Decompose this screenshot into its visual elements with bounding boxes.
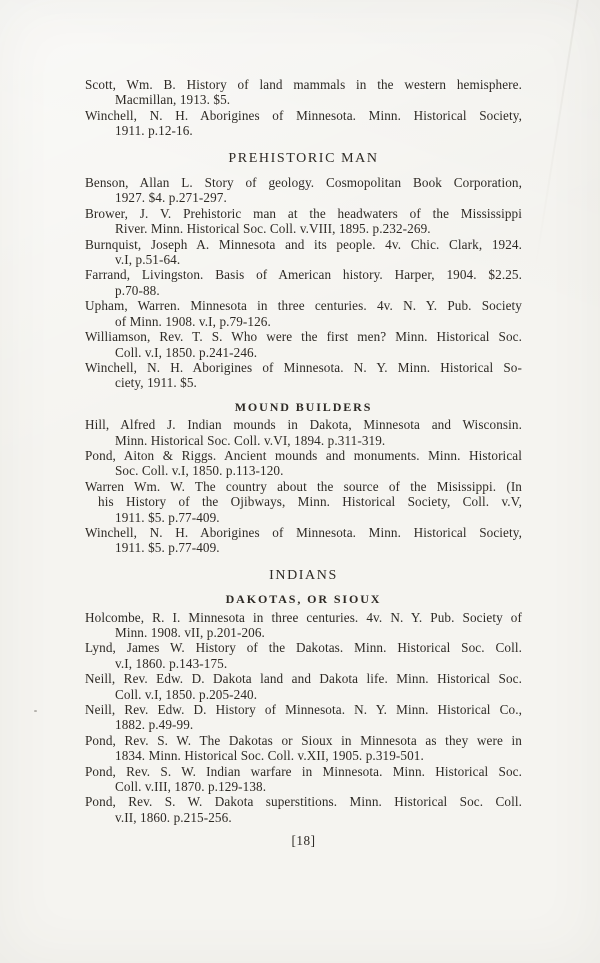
- section-header-dakotas-or-sioux: DAKOTAS, OR SIOUX: [225, 592, 382, 607]
- paper-crease: [533, 0, 582, 276]
- entry-line: 1911. $5. p.77-409.: [115, 509, 220, 525]
- entry-line: Minn. Historical Soc. Coll. v.VI, 1894. p.311-319.: [115, 432, 386, 448]
- entry-line: Soc. Coll. v.I, 1850. p.113-120.: [115, 463, 284, 479]
- scan-speck: [34, 710, 37, 712]
- bibliography-entry: [85, 610, 522, 641]
- entry-line: Winchell, N. H. Aborigines of Minnesota. N. Y. Minn. Historical So-: [85, 359, 522, 375]
- entry-line: Farrand, Livingston. Basis of American history. Harper, 1904. $2.25.: [85, 267, 522, 283]
- bibliography-entry: [85, 206, 522, 237]
- entry-line: River. Minn. Historical Soc. Coll. v.VIII, 1895. p.232-269.: [115, 221, 431, 237]
- entry-line: Scott, Wm. B. History of land mammals in the western hemisphere.: [85, 77, 522, 92]
- bibliography-entry: [85, 671, 522, 702]
- bibliography-entry: [85, 329, 522, 360]
- entry-line: Coll. v.I, 1850. p.241-246.: [115, 344, 258, 360]
- bibliography-entry: [85, 360, 522, 391]
- bibliography-entry: [85, 479, 522, 525]
- section-header-mound-builders: MOUND BUILDERS: [234, 399, 373, 414]
- entry-line: v.II, 1860. p.215-256.: [115, 809, 232, 825]
- bibliography-entry: [85, 764, 522, 795]
- entry-line: 1927. $4. p.271-297.: [115, 190, 227, 206]
- bibliography-entry: [85, 733, 522, 764]
- entry-line: p.70-88.: [115, 282, 160, 298]
- page-number: [18]: [291, 833, 316, 849]
- entry-line: 1834. Minn. Historical Soc. Coll. v.XII, 1905. p.319-501.: [115, 748, 424, 764]
- entry-line: Neill, Rev. Edw. D. History of Minnesota. N. Y. Minn. Historical Co.,: [85, 702, 522, 718]
- entry-line: Coll. v.I, 1850. p.205-240.: [115, 686, 258, 702]
- entry-line: Pond, Rev. S. W. Dakota superstitions. Minn. Historical Soc. Coll.: [85, 794, 522, 810]
- entry-line: Pond, Rev. S. W. Indian warfare in Minnesota. Minn. Historical Soc.: [85, 763, 522, 779]
- bibliography-entry: [85, 702, 522, 733]
- entry-line: Minn. 1908. vII, p.201-206.: [115, 625, 265, 640]
- bibliography-entry: [85, 794, 522, 825]
- entry-line: 1911. $5. p.77-409.: [115, 540, 220, 556]
- entry-line: Pond, Aiton & Riggs. Ancient mounds and monuments. Minn. Historical: [85, 447, 522, 463]
- entry-line: Coll. v.III, 1870. p.129-138.: [115, 779, 267, 795]
- bibliography-entry: [85, 525, 522, 556]
- entry-line: v.I, p.51-64.: [115, 252, 181, 268]
- bibliography-entry: [85, 77, 522, 108]
- bibliography-entry: [85, 640, 522, 671]
- bibliography-entry: [85, 108, 522, 139]
- entry-line: Pond, Rev. S. W. The Dakotas or Sioux in Minnesota as they were in: [85, 732, 522, 748]
- entry-line: Burnquist, Joseph A. Minnesota and its people. 4v. Chic. Clark, 1924.: [85, 236, 522, 252]
- entry-line: Brower, J. V. Prehistoric man at the headwaters of the Mississippi: [85, 205, 522, 221]
- bibliography-text-block: [85, 77, 522, 849]
- bibliography-entry: [85, 417, 522, 448]
- entry-line: of Minn. 1908. v.I, p.79-126.: [115, 313, 271, 329]
- entry-line: Hill, Alfred J. Indian mounds in Dakota, Minnesota and Wisconsin.: [85, 417, 522, 433]
- entry-line: Macmillan, 1913. $5.: [115, 92, 231, 108]
- entry-line: Williamson, Rev. T. S. Who were the first men? Minn. Historical Soc.: [85, 329, 522, 345]
- bibliography-entry: [85, 175, 522, 206]
- section-header-indians: INDIANS: [269, 567, 338, 583]
- bibliography-entry: [85, 298, 522, 329]
- entry-line: 1882. p.49-99.: [115, 717, 194, 733]
- entry-line: v.I, 1860. p.143-175.: [115, 655, 228, 671]
- section-header-prehistoric-man: PREHISTORIC MAN: [228, 150, 379, 166]
- entry-line: 1911. p.12-16.: [115, 123, 193, 139]
- entry-line: his History of the Ojibways, Minn. Historical Society, Coll. v.V,: [98, 494, 522, 510]
- bibliography-entry: [85, 448, 522, 479]
- bibliography-sections: [85, 77, 522, 825]
- entry-line: Warren Wm. W. The country about the source of the Misissippi. (In: [85, 478, 522, 494]
- entry-line: ciety, 1911. $5.: [115, 375, 197, 391]
- entry-line: Holcombe, R. I. Minnesota in three centuries. 4v. N. Y. Pub. Society of: [85, 609, 522, 625]
- bibliography-entry: [85, 237, 522, 268]
- entry-line: Neill, Rev. Edw. D. Dakota land and Dakota life. Minn. Historical Soc.: [85, 671, 522, 687]
- bibliography-entry: [85, 267, 522, 298]
- entry-line: Winchell, N. H. Aborigines of Minnesota. Minn. Historical Society,: [85, 524, 522, 540]
- entry-line: Benson, Allan L. Story of geology. Cosmopolitan Book Corporation,: [85, 175, 522, 191]
- entry-line: Lynd, James W. History of the Dakotas. Minn. Historical Soc. Coll.: [85, 640, 522, 656]
- entry-line: Upham, Warren. Minnesota in three centuries. 4v. N. Y. Pub. Society: [85, 298, 522, 314]
- entry-line: Winchell, N. H. Aborigines of Minnesota. Minn. Historical Society,: [85, 107, 522, 123]
